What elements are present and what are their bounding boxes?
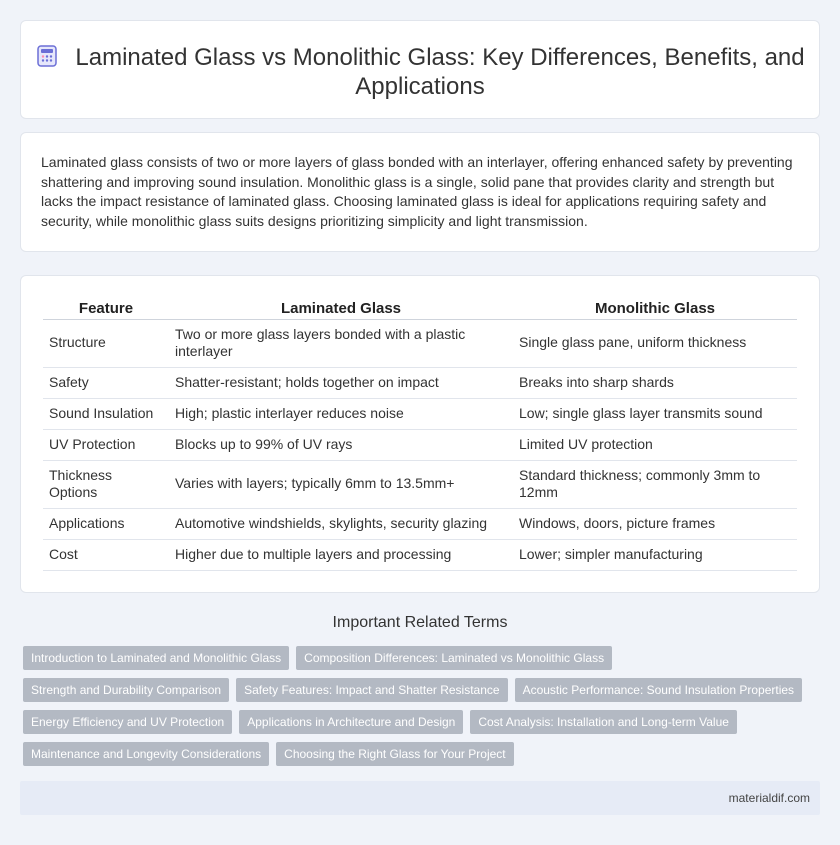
row-laminated: Shatter-resistant; holds together on impact <box>169 367 513 398</box>
table-row <box>43 508 797 539</box>
table-row <box>43 460 797 508</box>
related-term-tag[interactable]: Composition Differences: Laminated vs Monolithic Glass <box>296 646 612 670</box>
header-laminated: Laminated Glass <box>169 294 513 319</box>
row-laminated: Higher due to multiple layers and processing <box>169 539 513 570</box>
footer-site-link[interactable]: materialdif.com <box>728 791 810 805</box>
row-laminated: Blocks up to 99% of UV rays <box>169 429 513 460</box>
page-title <box>21 43 819 101</box>
table-row <box>43 398 797 429</box>
row-feature: UV Protection <box>43 429 169 460</box>
comparison-table <box>43 294 797 571</box>
intro-card <box>20 132 820 252</box>
title-wrap <box>21 43 819 101</box>
row-feature: Cost <box>43 539 169 570</box>
related-term-tag[interactable]: Safety Features: Impact and Shatter Resistance <box>236 678 507 702</box>
table-row <box>43 367 797 398</box>
header-monolithic: Monolithic Glass <box>513 294 797 319</box>
related-term-tag[interactable]: Maintenance and Longevity Considerations <box>23 742 269 766</box>
related-term-tag[interactable]: Acoustic Performance: Sound Insulation Properties <box>515 678 802 702</box>
footer <box>20 781 820 815</box>
row-monolithic: Low; single glass layer transmits sound <box>513 398 797 429</box>
row-feature: Sound Insulation <box>43 398 169 429</box>
table-row <box>43 319 797 367</box>
related-term-tag[interactable]: Strength and Durability Comparison <box>23 678 229 702</box>
row-monolithic: Standard thickness; commonly 3mm to 12mm <box>513 460 797 508</box>
row-laminated: Two or more glass layers bonded with a plastic interlayer <box>169 319 513 367</box>
title-card <box>20 20 820 119</box>
related-term-tag[interactable]: Introduction to Laminated and Monolithic Glass <box>23 646 289 670</box>
calculator-icon <box>35 44 59 68</box>
related-term-tag[interactable]: Cost Analysis: Installation and Long-term Value <box>470 710 737 734</box>
row-monolithic: Breaks into sharp shards <box>513 367 797 398</box>
comparison-table-card <box>20 275 820 593</box>
table-header-row <box>43 294 797 319</box>
row-feature: Applications <box>43 508 169 539</box>
row-laminated: Varies with layers; typically 6mm to 13.5mm+ <box>169 460 513 508</box>
related-term-tag[interactable]: Applications in Architecture and Design <box>239 710 463 734</box>
related-term-tag[interactable]: Choosing the Right Glass for Your Project <box>276 742 513 766</box>
header-feature: Feature <box>43 294 169 319</box>
row-feature: Structure <box>43 319 169 367</box>
table-row <box>43 429 797 460</box>
related-terms-list <box>23 646 813 774</box>
row-laminated: High; plastic interlayer reduces noise <box>169 398 513 429</box>
row-feature: Thickness Options <box>43 460 169 508</box>
related-term-tag[interactable]: Energy Efficiency and UV Protection <box>23 710 232 734</box>
row-monolithic: Lower; simpler manufacturing <box>513 539 797 570</box>
page-title-text: Laminated Glass vs Monolithic Glass: Key Differences, Benefits, and Applications <box>75 44 805 100</box>
table-row <box>43 539 797 570</box>
row-laminated: Automotive windshields, skylights, security glazing <box>169 508 513 539</box>
related-terms-heading: Important Related Terms <box>332 614 508 631</box>
row-feature: Safety <box>43 367 169 398</box>
row-monolithic: Limited UV protection <box>513 429 797 460</box>
intro-paragraph: Laminated glass consists of two or more layers of glass bonded with an interlayer, offering enhanced safety by preventing shattering and improving sound insulation. Monolithic glass is a single, solid pane that provides clarity and strength but lacks the impact resistance of laminated glass. Choosing laminated glass is ideal for applications requiring safety and security, while monolithic glass suits designs prioritizing simplicity and light transmission. <box>41 154 793 229</box>
row-monolithic: Windows, doors, picture frames <box>513 508 797 539</box>
row-monolithic: Single glass pane, uniform thickness <box>513 319 797 367</box>
